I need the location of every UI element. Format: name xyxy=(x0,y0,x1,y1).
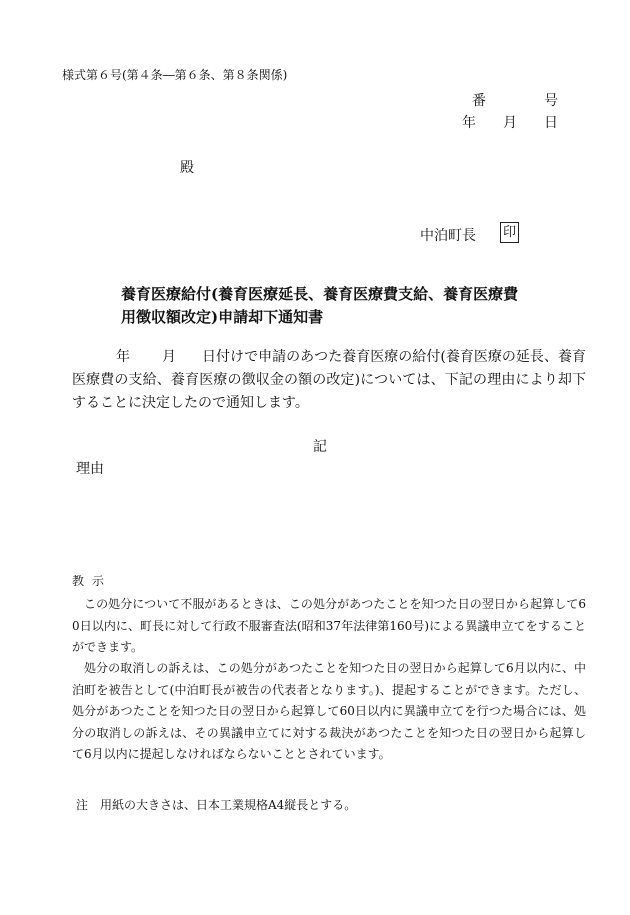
reason-label: 理由 xyxy=(76,461,104,477)
ki-heading: 記 xyxy=(313,439,327,455)
paper-size-note: 注 用紙の大きさは、日本工業規格A4縦長とする。 xyxy=(76,798,357,812)
instruction-paragraph-2: 処分の取消しの訴えは、この処分があつたことを知つた日の翌日から起算して6月以内に、中泊町を被告として(中泊町長が被告の代表者となります。)、提起することができます。ただし、処分があつたことを知つた日の翌日から起算して60日以内に異議申立てを行つた場合には、処分の取消しの訴えは、その異議申立てに対する裁決があつたことを知つた日の翌日から起算して6月以内に提起しなければならないこととされています。 xyxy=(72,661,586,761)
form-number: 様式第６号(第４条―第６条、第８条関係) xyxy=(62,68,288,82)
date-year-label: 年 xyxy=(462,115,476,131)
issuer-name: 中泊町長 xyxy=(420,228,476,244)
instruction-heading: 教示 xyxy=(72,574,113,588)
body-month-label: 月 xyxy=(162,349,176,365)
addressee-suffix: 殿 xyxy=(180,160,194,176)
date-month-label: 月 xyxy=(503,115,517,131)
notice-body xyxy=(72,346,586,415)
document-title: 養育医療給付(養育医療延長、養育医療費支給、養育医療費用徴収額改定)申請却下通知書 xyxy=(121,285,519,326)
body-text: 日付けで申請のあつた養育医療の給付(養育医療の延長、養育医療費の支給、養育医療の徴収金の額の改定)については、下記の理由により却下することに決定したので通知します。 xyxy=(72,349,586,411)
number-suffix: 号 xyxy=(544,93,558,109)
body-year-label: 年 xyxy=(116,349,130,365)
instruction-paragraph-1: この処分について不服があるときは、この処分があつたことを知つた日の翌日から起算して60日以内に、町長に対して行政不服審査法(昭和37年法律第160号)による異議申立てをすることができます。 xyxy=(72,597,586,654)
date-day-label: 日 xyxy=(544,115,558,131)
number-label: 番 xyxy=(472,93,486,109)
seal-stamp: 印 xyxy=(500,222,519,243)
